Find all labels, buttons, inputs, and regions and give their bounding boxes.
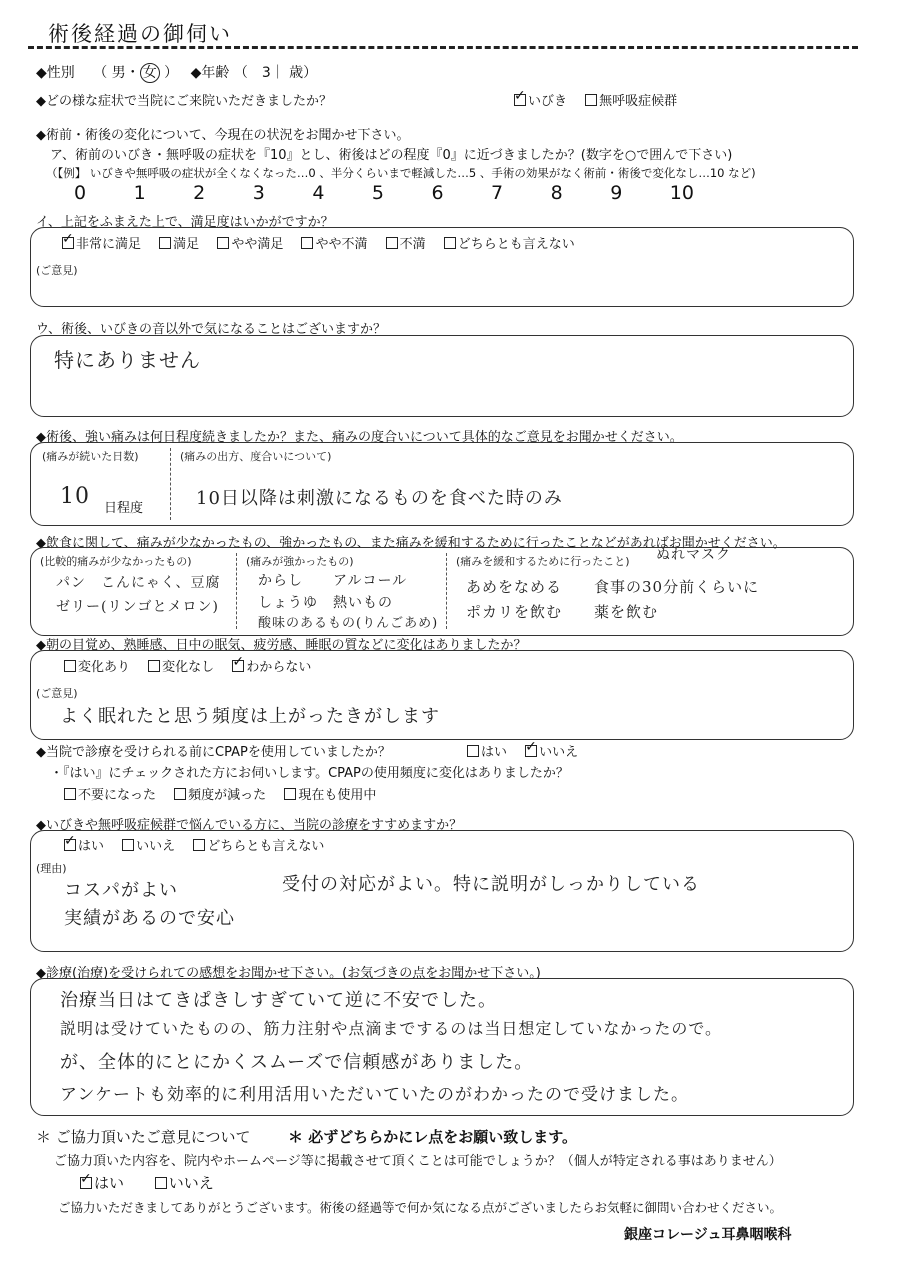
q6-opt-unchanged: 変化なし <box>162 660 215 675</box>
q4-days-unit: 日程度 <box>104 501 144 516</box>
checkbox-checked-icon[interactable] <box>514 94 526 106</box>
q9-line-1[interactable]: 治療当日はてきぱきしすぎていて逆に不安でした。 <box>60 990 497 1011</box>
q8-options <box>64 835 324 854</box>
sat-opt-very: 非常に満足 <box>76 237 142 252</box>
q7-opt-no: いいえ <box>539 745 579 760</box>
checkbox-checked-icon[interactable] <box>525 745 537 757</box>
footer-options <box>80 1172 214 1193</box>
q5-divider-2 <box>446 553 447 629</box>
q7-opt-yes: はい <box>481 745 508 760</box>
q5-col1-line2[interactable]: ゼリー(リンゴとメロン) <box>56 599 219 615</box>
q3-text: ウ、術後、いびきの音以外で気になることはございますか？ <box>36 322 386 337</box>
scale-3[interactable]: 3 <box>252 182 265 204</box>
q2-i-text: イ、上記をふまえた上で、満足度はいかがですか？ <box>36 215 334 230</box>
footer-opt-no: いいえ <box>168 1174 214 1192</box>
q5-col3-label: (痛みを緩和するために行ったこと) <box>456 555 630 568</box>
scale-7[interactable]: 7 <box>491 182 504 204</box>
checkbox-icon[interactable] <box>122 839 134 851</box>
q4-days-label: (痛みが続いた日数) <box>42 450 139 463</box>
age-value[interactable]: （ 3｜ 歳） <box>233 65 318 81</box>
checkbox-checked-icon[interactable] <box>232 660 244 672</box>
gender-dot: ・ <box>125 65 140 81</box>
satisfaction-options <box>62 233 575 252</box>
q7-opt-unneeded: 不要になった <box>78 788 157 803</box>
q5-col2-line1[interactable]: からし アルコール <box>258 573 408 589</box>
q5-col2-line3[interactable]: 酸味のあるもの(りんごあめ) <box>258 616 439 631</box>
gender-open: （ <box>93 65 108 81</box>
q1-opt-snoring: いびき <box>528 94 568 109</box>
gender-row <box>36 62 317 83</box>
scale-9[interactable]: 9 <box>610 182 623 204</box>
checkbox-icon[interactable] <box>444 237 456 249</box>
scale-0[interactable]: 0 <box>74 182 87 204</box>
checkbox-icon[interactable] <box>64 660 76 672</box>
q8-opt-no: いいえ <box>136 839 176 854</box>
footer-star-2: ＊ 必ずどちらかにレ点をお願い致します。 <box>288 1128 578 1146</box>
q4-detail-label: (痛みの出方、度合いについて) <box>180 450 332 463</box>
q2-a-text: ア、術前のいびき・無呼吸の症状を『10』とし、術後はどの程度『0』に近づきましたか？(数字を○で囲んで下さい) <box>50 148 733 163</box>
q8-reason-3[interactable]: 実績があるので安心 <box>64 908 235 929</box>
title-underline <box>28 46 858 49</box>
footer-thanks: ご協力いただきましてありがとうございます。術後の経過等で何か気になる点がございましたらお気軽に御問い合わせください。 <box>58 1200 783 1215</box>
checkbox-icon[interactable] <box>284 788 296 800</box>
q5-divider-1 <box>236 553 237 629</box>
q8-text: ◆いびきや無呼吸症候群で悩んでいる方に、当院の診療をすすめますか？ <box>36 818 463 833</box>
q6-answer[interactable]: よく眠れたと思う頻度は上がったきがします <box>60 706 440 727</box>
checkbox-icon[interactable] <box>174 788 186 800</box>
q4-days[interactable]: 10 <box>60 484 90 509</box>
scale-4[interactable]: 4 <box>312 182 325 204</box>
footer-opt-yes: はい <box>94 1174 125 1192</box>
checkbox-icon[interactable] <box>467 745 479 757</box>
q8-opt-neither: どちらとも言えない <box>207 839 325 854</box>
q6-text: ◆朝の目覚め、熟睡感、日中の眠気、疲労感、睡眠の質などに変化はありましたか？ <box>36 638 527 653</box>
q7-text: ◆当院で診療を受けられる前にCPAPを使用していましたか？ <box>36 745 391 760</box>
gender-female[interactable]: 女 <box>140 63 160 83</box>
q4-detail[interactable]: 10日以降は刺激になるものを食べた時のみ <box>196 488 563 509</box>
sat-opt-neither: どちらとも言えない <box>457 237 575 252</box>
q9-text: ◆診療(治療)を受けられての感想をお聞かせ下さい。(お気づきの点をお聞かせ下さい。) <box>36 966 541 981</box>
sat-opt-dis: 不満 <box>399 237 426 252</box>
gender-close: ） <box>164 65 179 81</box>
checkbox-icon[interactable] <box>301 237 313 249</box>
q3-answer[interactable]: 特にありません <box>54 348 201 372</box>
gender-male[interactable]: 男 <box>111 65 126 81</box>
scale-1[interactable]: 1 <box>133 182 146 204</box>
q5-col3-line1[interactable]: あめをなめる 食事の30分前くらいに <box>466 578 760 596</box>
scale-2[interactable]: 2 <box>193 182 206 204</box>
checkbox-icon[interactable] <box>193 839 205 851</box>
sat-opt-slightly-dis: やや不満 <box>315 237 368 252</box>
q5-text: ◆飲食に関して、痛みが少なかったもの、強かったもの、また痛みを緩和するために行ったことなどがあればお聞かせください。 <box>36 536 786 551</box>
q5-col3-line2[interactable]: ポカリを飲む 薬を飲む <box>466 603 659 621</box>
scale-6[interactable]: 6 <box>431 182 444 204</box>
q6-comment-label: (ご意見) <box>36 687 78 700</box>
q8-reason-2[interactable]: 受付の対応がよい。特に説明がしっかりしている <box>282 874 700 895</box>
checkbox-icon[interactable] <box>386 237 398 249</box>
checkbox-checked-icon[interactable] <box>64 839 76 851</box>
q8-reason-1[interactable]: コスパがよい <box>64 880 178 901</box>
scale-10[interactable]: 10 <box>669 182 694 204</box>
clinic-name: 銀座コレージュ耳鼻咽喉科 <box>624 1227 792 1243</box>
scale-row <box>74 182 694 204</box>
checkbox-checked-icon[interactable] <box>62 237 74 249</box>
q7-follow-options <box>64 784 376 803</box>
gender-label: ◆性別 <box>36 65 75 81</box>
sat-opt-sat: 満足 <box>173 237 200 252</box>
q2-example: （【例】 いびきや無呼吸の症状が全くなくなった…0 、半分くらいまで軽減した…5 、手術の効果がなく術前・術後で変化なし…10 など) <box>46 166 756 180</box>
q1-text: ◆どの様な症状で当院にご来院いただきましたか？ <box>36 94 332 109</box>
checkbox-icon[interactable] <box>217 237 229 249</box>
checkbox-icon[interactable] <box>155 1177 167 1189</box>
q7-opt-reduced: 頻度が減った <box>188 788 267 803</box>
checkbox-icon[interactable] <box>585 94 597 106</box>
q5-col1-line1[interactable]: パン こんにゃく、豆腐 <box>56 575 221 591</box>
q9-line-2[interactable]: 説明は受けていたものの、筋力注射や点滴までするのは当日想定していなかったので。 <box>60 1019 723 1038</box>
checkbox-checked-icon[interactable] <box>80 1177 92 1189</box>
footer-star-1: ＊ ご協力頂いたご意見について <box>36 1128 251 1146</box>
age-label: ◆年齢 <box>190 65 230 81</box>
scale-8[interactable]: 8 <box>550 182 563 204</box>
q2-text: ◆術前・術後の変化について、今現在の状況をお聞かせ下さい。 <box>36 128 410 143</box>
q4-text: ◆術後、強い痛みは何日程度続きましたか？また、痛みの度合いについて具体的なご意見をお聞かせください。 <box>36 430 683 445</box>
q7-opt-still: 現在も使用中 <box>298 788 377 803</box>
q9-line-3[interactable]: が、全体的にとにかくスムーズで信頼感がありました。 <box>60 1052 534 1073</box>
q7-options <box>467 741 578 760</box>
q7-follow: ・『はい』にチェックされた方にお伺いします。CPAPの使用頻度に変化はありましたか？ <box>50 766 569 781</box>
q2-comment-label: (ご意見) <box>36 264 78 277</box>
q6-options <box>64 656 311 675</box>
sat-opt-some: やや満足 <box>231 237 284 252</box>
page-title: 術後経過の御伺い <box>48 22 232 46</box>
q5-col2-line2[interactable]: しょうゆ 熱いもの <box>258 595 393 611</box>
q1-opt-apnea: 無呼吸症候群 <box>599 94 678 109</box>
checkbox-icon[interactable] <box>64 788 76 800</box>
q5-col3-extra[interactable]: ぬれマスク <box>656 547 731 563</box>
q8-opt-yes: はい <box>78 839 105 854</box>
q4-divider <box>170 448 171 520</box>
checkbox-icon[interactable] <box>148 660 160 672</box>
q6-opt-unknown: わからない <box>246 660 312 675</box>
scale-5[interactable]: 5 <box>371 182 384 204</box>
q5-col1-label: (比較的痛みが少なかったもの) <box>40 555 192 568</box>
q9-line-4[interactable]: アンケートも効率的に利用活用いただいていたのがわかったので受けました。 <box>60 1085 689 1105</box>
q6-opt-changed: 変化あり <box>78 660 131 675</box>
q5-col2-label: (痛みが強かったもの) <box>246 555 354 568</box>
footer-question: ご協力頂いた内容を、院内やホームページ等に掲載させて頂くことは可能でしょうか？（個人が特定される事はありません） <box>54 1154 782 1169</box>
q1-options <box>514 90 677 109</box>
q8-reason-label: (理由) <box>36 862 67 875</box>
checkbox-icon[interactable] <box>159 237 171 249</box>
